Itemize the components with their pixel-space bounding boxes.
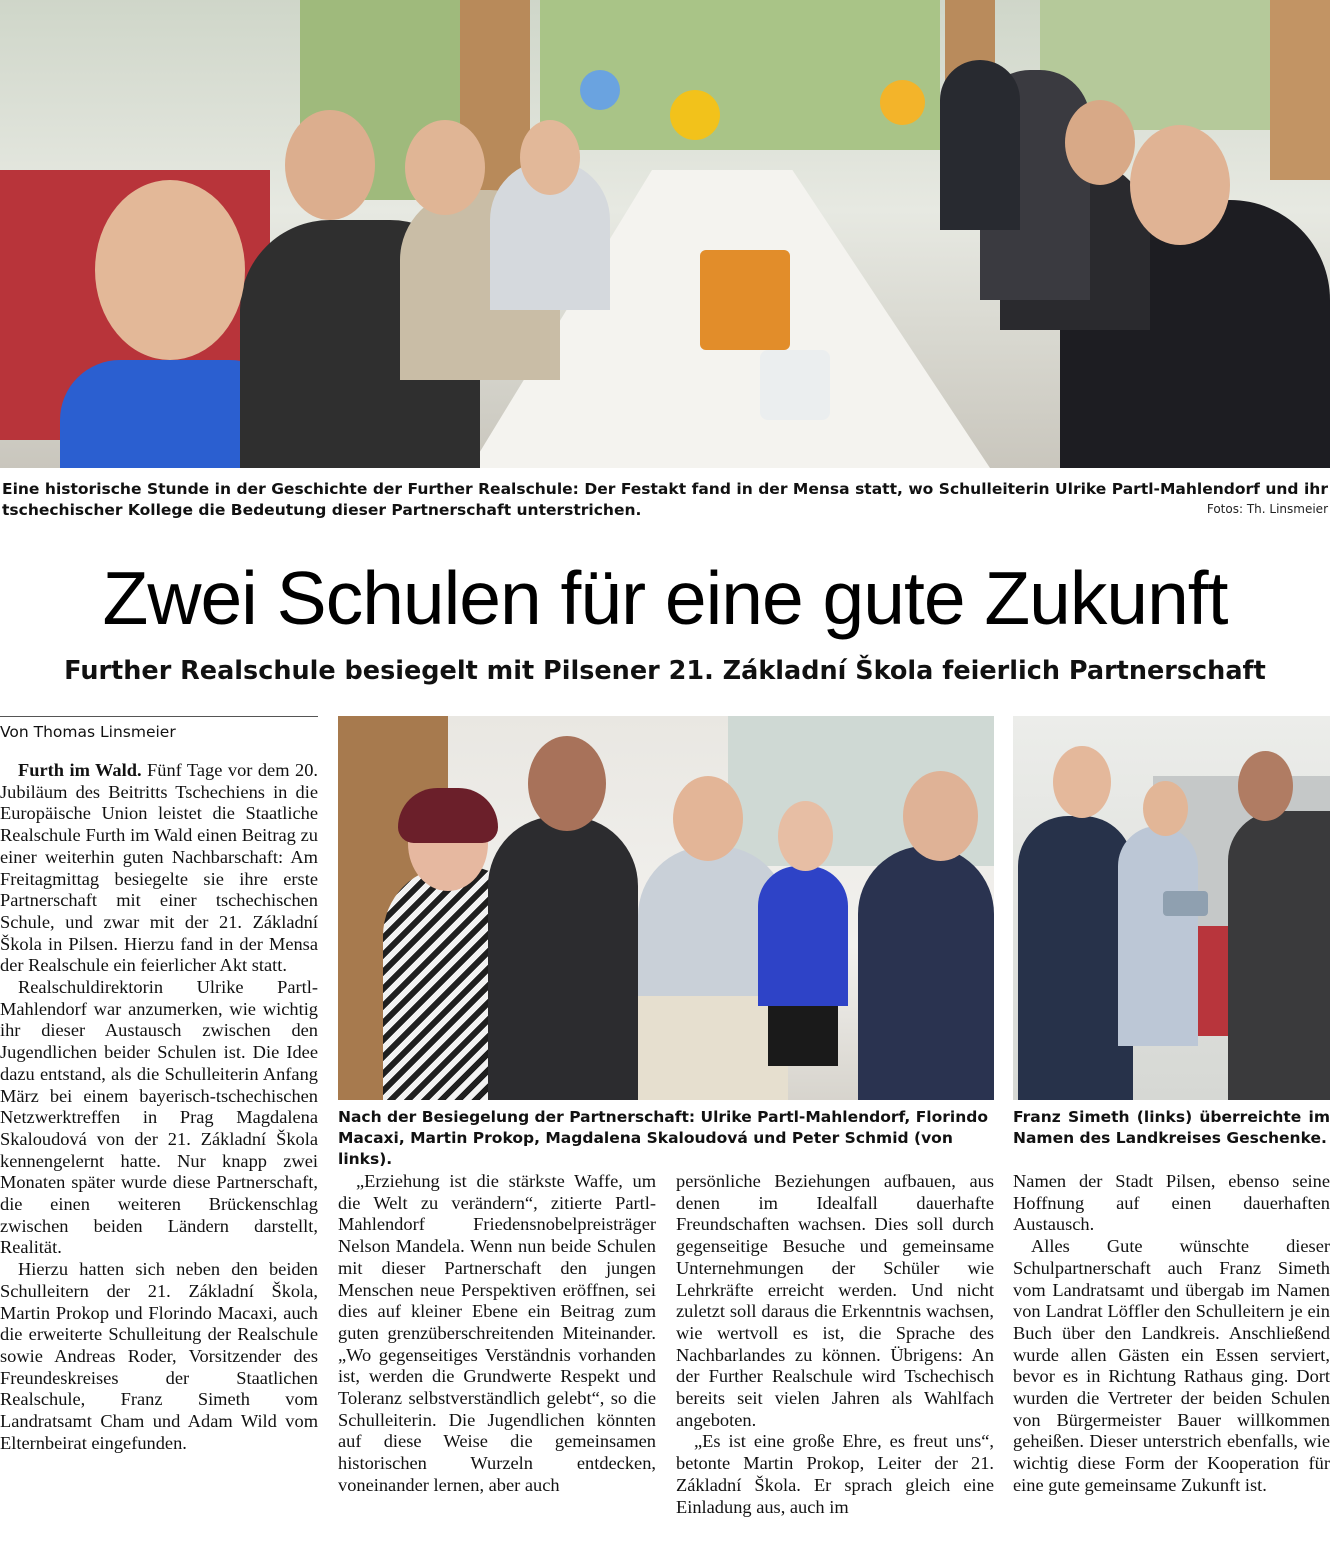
article-paragraph: Namen der Stadt Pilsen, ebenso seine Hoffnung auf einen dauerhaften Austausch. bbox=[1013, 1171, 1330, 1235]
article-text: Fünf Tage vor dem 20. Jubiläum des Beitritts Tschechiens in die Europäische Union leistet die Staatliche Realschule Furth im Wald einen Beitrag zu einer weiterhin guten Nachbarschaft: Am Freitagmittag besiegelte sie ihre erste Partnerschaft mit einer tschechischen Schule, und zwar mit der 21. Základní Škola in Pilsen. Hierzu fand in der Mensa der Realschule ein feierlicher Akt statt. bbox=[0, 760, 318, 976]
article-paragraph: Alles Gute wünschte dieser Schulpartnerschaft auch Franz Simeth vom Landratsamt und übergab im Namen von Landrat Löffler den Schulleitern je ein Buch über den Landkreis. Anschließend wurde allen Gästen ein Essen serviert, bevor es in Richtung Rathaus ging. Dort wurden die Vertreter der beiden Schulen von Bürgermeister Bauer willkommen geheißen. Dieser unterstrich ebenfalls, wie wichtig diese Form der Kooperation für eine gute gemeinsame Zukunft ist. bbox=[1013, 1236, 1330, 1495]
article-column-1 bbox=[0, 760, 318, 1455]
caption-gift-photo: Franz Simeth (links) überreichte im Namen des Landkreises Geschenke. bbox=[1013, 1108, 1330, 1147]
article-paragraph: Hierzu hatten sich neben den beiden Schulleitern der 21. Základní Škola, Martin Prokop und Florindo Macaxi, auch die erweiterte Schulleitung der Realschule sowie Andreas Roder, Vorsitzender des Freundeskreises der Staatlichen Realschule, Franz Simeth vom Landratsamt Cham und Adam Wild vom Elternbeirat eingefunden. bbox=[0, 1259, 318, 1453]
article-column-3 bbox=[676, 1171, 994, 1518]
article-paragraph: „Erziehung ist die stärkste Waffe, um die Welt zu verändern“, zitierte Partl-Mahlendorf Friedensnobelpreisträger Nelson Mandela. Wenn nun beide Schulen mit dieser Partnerschaft den jungen Menschen neue Perspektiven eröffnen, sei dies auf kleiner Ebene ein Beitrag zum guten grenzüberschreitenden Miteinander. „Wo gegenseitiges Verständnis vorhanden ist, werden die Grundwerte Respekt und Toleranz selbstverständlich gelebt“, so die Schulleiterin. Die Jugendlichen könnten auf diese Weise die gemeinsamen historischen Wurzeln entdecken, voneinander lernen, aber auch bbox=[338, 1171, 656, 1495]
photo-group-portrait bbox=[338, 716, 994, 1100]
article-paragraph: persönliche Beziehungen aufbauen, aus denen im Idealfall dauerhafte Freundschaften wachsen. Dies soll durch gegenseitige Besuche und gemeinsame Unternehmungen der Schüler wie Lehrkräfte erreicht werden. Und nicht zuletzt soll daraus die Erkenntnis wachsen, wie wertvoll es ist, die Sprache des Nachbarlandes zu können. Übrigens: An der Further Realschule wird Tschechisch bereits seit vielen Jahren als Wahlfach angeboten. bbox=[676, 1171, 994, 1430]
byline-rule bbox=[0, 716, 318, 717]
dateline: Furth im Wald. bbox=[18, 760, 142, 780]
headline: Zwei Schulen für eine gute Zukunft bbox=[102, 556, 1228, 640]
article-column-4 bbox=[1013, 1171, 1330, 1497]
subheadline: Further Realschule besiegelt mit Pilsener 21. Základní Škola feierlich Partnerschaft bbox=[64, 656, 1266, 686]
byline: Von Thomas Linsmeier bbox=[0, 723, 176, 741]
article-paragraph: „Es ist eine große Ehre, es freut uns“, betonte Martin Prokop, Leiter der 21. Základní Škola. Er sprach gleich eine Einladung aus, auch im bbox=[676, 1431, 994, 1517]
article-column-2 bbox=[338, 1171, 656, 1497]
photo-credit: Fotos: Th. Linsmeier bbox=[1206, 502, 1328, 516]
caption-top-photo: Eine historische Stunde in der Geschichte der Further Realschule: Der Festakt fand in der Mensa statt, wo Schulleiterin Ulrike Partl-Mahlendorf und ihr tschechischer Kollege die Bedeutung dieser Partnerschaft unterstrichen. bbox=[2, 480, 1328, 519]
caption-group-photo: Nach der Besiegelung der Partnerschaft: Ulrike Partl-Mahlendorf, Florindo Macaxi, Martin Prokop, Magdalena Skaloudová und Peter Schmid (von links). bbox=[338, 1108, 989, 1168]
article-paragraph bbox=[0, 760, 318, 977]
photo-ceremony-table bbox=[0, 0, 1330, 468]
article-paragraph: Realschuldirektorin Ulrike Partl-Mahlendorf war anzumerken, wie wichtig ihr dieser Austausch zwischen den Jugendlichen beider Schulen ist. Die Idee dazu entstand, als die Schulleiterin Anfang März bei einem bayerisch-tschechischen Netzwerktreffen in Prag Magdalena Skaloudová von der 21. Základní Škola kennengelernt hatte. Nur knapp zwei Monaten später wurde diese Partnerschaft, die einen weiteren Brückenschlag zwischen beiden Ländern darstellt, Realität. bbox=[0, 977, 318, 1258]
photo-gift-handover bbox=[1013, 716, 1330, 1100]
